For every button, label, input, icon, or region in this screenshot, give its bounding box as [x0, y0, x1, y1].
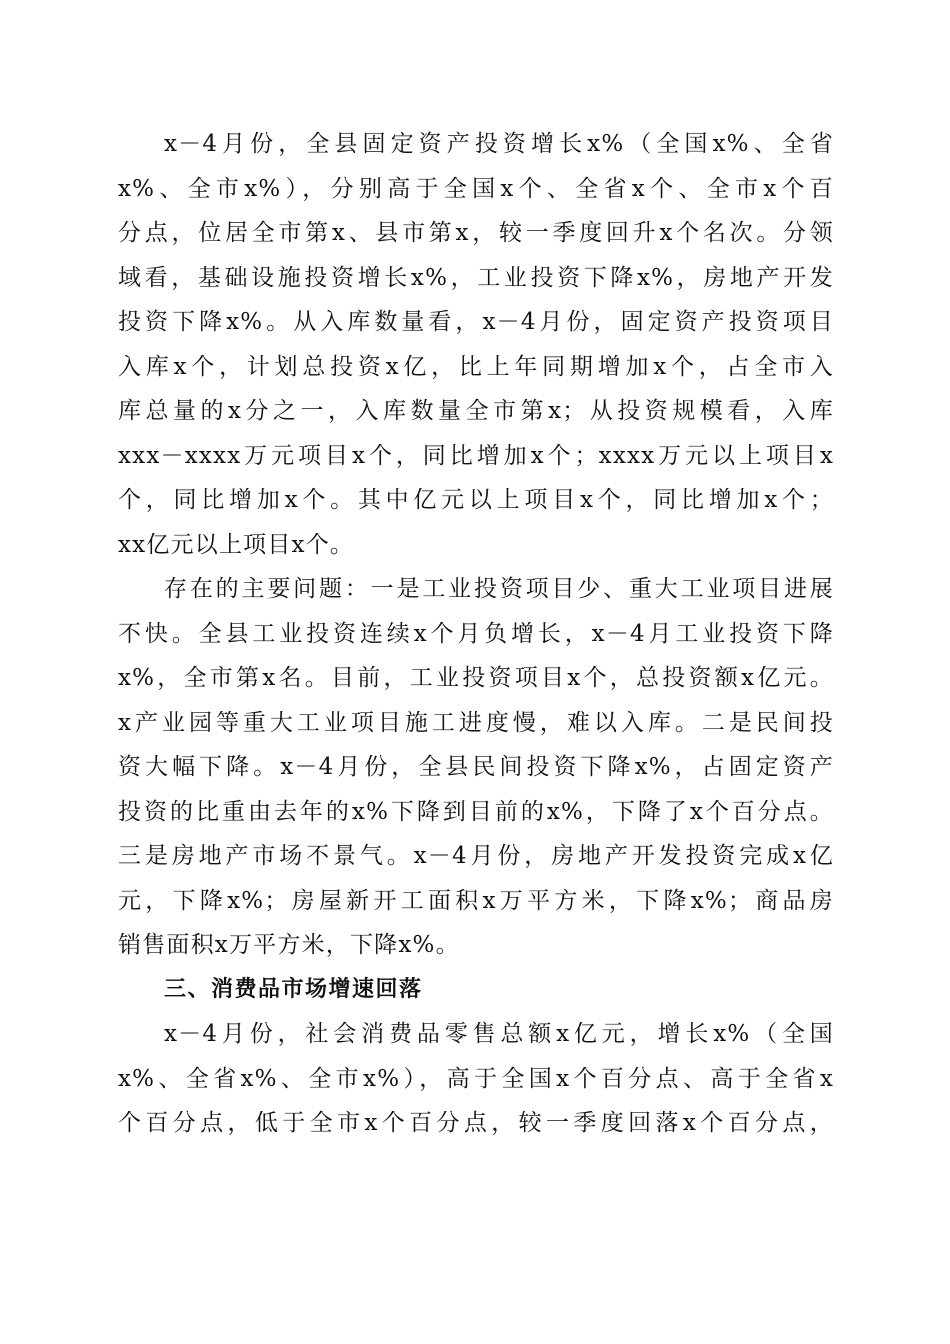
section-heading-consumer-market: 三、消费品市场增速回落: [164, 976, 423, 1002]
paragraph-line: 存在的主要问题：一是工业投资项目少、重大工业项目进展: [164, 576, 834, 602]
paragraph-line: 库总量的x分之一，入库数量全市第x；从投资规模看，入库: [118, 398, 834, 424]
paragraph-line: x产业园等重大工业项目施工进度慢，难以入库。二是民间投: [118, 709, 834, 736]
paragraph-line: 分点，位居全市第x、县市第x，较一季度回升x个名次。分领: [118, 220, 834, 246]
document-body: [118, 122, 834, 1146]
paragraph-line: 个百分点，低于全市x个百分点，较一季度回落x个百分点，: [118, 1110, 834, 1136]
paragraph-line: 销售面积x万平方米，下降x%。: [118, 932, 460, 958]
paragraph-line: 资大幅下降。x－4月份，全县民间投资下降x%，占固定资产: [118, 754, 834, 780]
paragraph-line: x%、全市x%），分别高于全国x个、全省x个、全市x个百: [118, 175, 834, 202]
paragraph-line: 入库x个，计划总投资x亿，比上年同期增加x个，占全市入: [118, 353, 834, 380]
paragraph-line: x%，全市第x名。目前，工业投资项目x个，总投资额x亿元。: [118, 665, 834, 691]
paragraph-line: xx亿元以上项目x个。: [118, 531, 355, 558]
paragraph-line: 不快。全县工业投资连续x个月负增长，x－4月工业投资下降: [118, 620, 834, 647]
paragraph-line: 元，下降x%；房屋新开工面积x万平方米，下降x%；商品房: [118, 887, 834, 914]
paragraph-line: x%、全省x%、全市x%），高于全国x个百分点、高于全省x: [118, 1065, 834, 1092]
paragraph-fixed-asset-investment: [118, 122, 834, 567]
paragraph-line: x－4月份，全县固定资产投资增长x%（全国x%、全省: [164, 131, 834, 157]
paragraph-line: x－4月份，社会消费品零售总额x亿元，增长x%（全国: [164, 1021, 834, 1047]
paragraph-line: 三是房地产市场不景气。x－4月份，房地产开发投资完成x亿: [118, 843, 834, 869]
paragraph-line: 投资的比重由去年的x%下降到目前的x%，下降了x个百分点。: [118, 798, 834, 825]
paragraph-line: 投资下降x%。从入库数量看，x－4月份，固定资产投资项目: [118, 309, 834, 335]
paragraph-consumer-goods: [118, 1012, 834, 1146]
paragraph-line: 域看，基础设施投资增长x%，工业投资下降x%，房地产开发: [118, 264, 834, 291]
paragraph-main-problems: [118, 567, 834, 968]
paragraph-line: xxx－xxxx万元项目x个，同比增加x个；xxxx万元以上项目x: [118, 442, 834, 469]
paragraph-line: 个，同比增加x个。其中亿元以上项目x个，同比增加x个；: [118, 487, 834, 513]
